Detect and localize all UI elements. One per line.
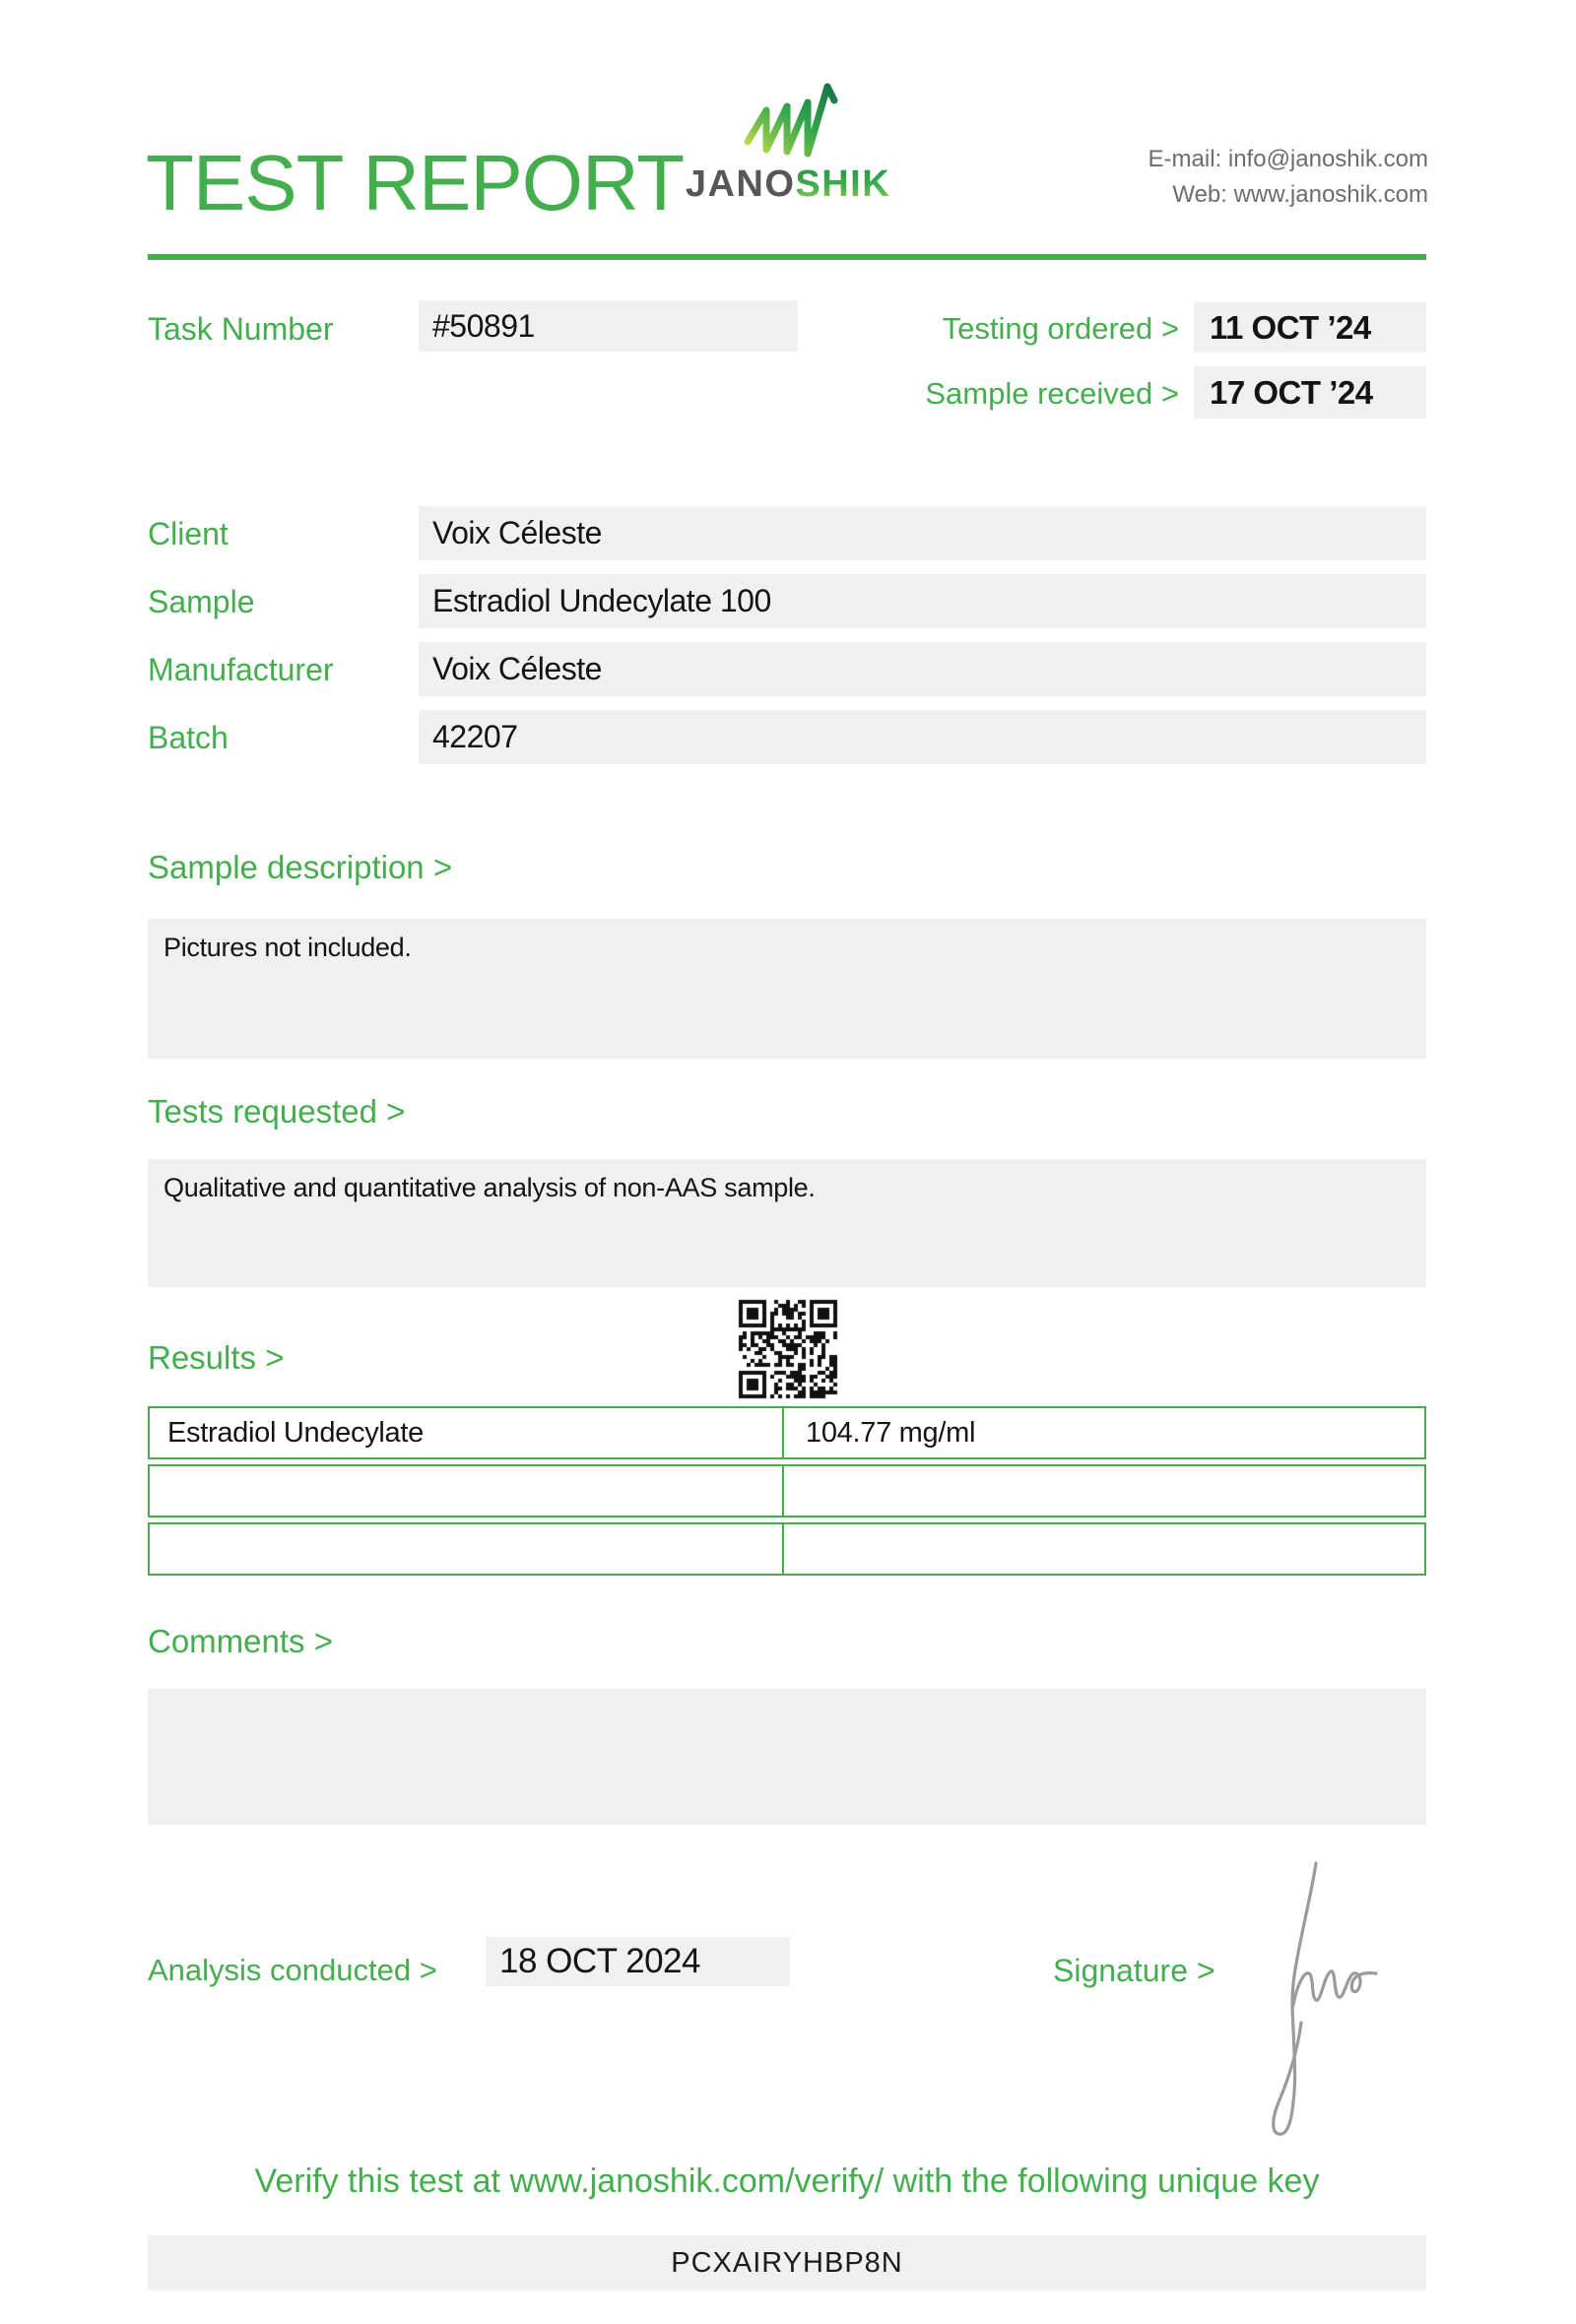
logo-wordmark-green: SHIK — [795, 163, 891, 205]
analysis-conducted-label: Analysis conducted > — [148, 1953, 437, 1987]
sample-received-value: 17 OCT ’24 — [1194, 366, 1426, 419]
results-table-row-2 — [148, 1464, 1426, 1517]
logo-wordmark — [678, 163, 898, 206]
page-title: TEST REPORT — [146, 139, 685, 226]
sample-value: Estradiol Undecylate 100 — [419, 574, 1426, 628]
manufacturer-label: Manufacturer — [148, 652, 334, 687]
comments-heading: Comments > — [148, 1623, 333, 1659]
client-label: Client — [148, 516, 229, 551]
result-substance-empty — [148, 1464, 784, 1517]
testing-ordered-label: Testing ordered > — [942, 311, 1179, 346]
task-number-label: Task Number — [148, 311, 334, 347]
logo-wordmark-dark: JANO — [685, 163, 796, 205]
results-table-row-1 — [148, 1406, 1426, 1459]
qr-code — [737, 1298, 839, 1400]
manufacturer-value: Voix Céleste — [419, 642, 1426, 696]
result-value: 104.77 mg/ml — [782, 1406, 1426, 1459]
signature-scribble — [1264, 1857, 1394, 2138]
contact-web: Web: www.janoshik.com — [1172, 181, 1428, 208]
comments-box — [148, 1689, 1426, 1825]
result-value-empty2 — [782, 1522, 1426, 1576]
tests-requested-text: Qualitative and quantitative analysis of non-AAS sample. — [164, 1173, 816, 1202]
sample-description-text: Pictures not included. — [164, 933, 412, 962]
testing-ordered-value: 11 OCT ’24 — [1194, 302, 1426, 353]
verify-instruction: Verify this test at www.janoshik.com/verify/ with the following unique key — [254, 2163, 1320, 2200]
task-number-value: #50891 — [419, 300, 798, 352]
unique-key-value: PCXAIRYHBP8N — [148, 2235, 1426, 2291]
sample-description-box — [148, 919, 1426, 1059]
sample-received-label: Sample received > — [925, 376, 1179, 411]
batch-value: 42207 — [419, 710, 1426, 764]
result-value-empty — [782, 1464, 1426, 1517]
batch-label: Batch — [148, 720, 229, 755]
sample-description-heading: Sample description > — [148, 849, 453, 885]
client-value: Voix Céleste — [419, 506, 1426, 560]
logo-chart-icon — [741, 81, 839, 161]
sample-label: Sample — [148, 584, 255, 619]
signature-label: Signature > — [1053, 1953, 1215, 1988]
contact-block — [1149, 142, 1428, 213]
tests-requested-heading: Tests requested > — [148, 1093, 406, 1130]
result-substance: Estradiol Undecylate — [148, 1406, 784, 1459]
results-table-row-3 — [148, 1522, 1426, 1576]
results-heading: Results > — [148, 1339, 285, 1376]
contact-email: E-mail: info@janoshik.com — [1148, 146, 1428, 172]
tests-requested-box — [148, 1159, 1426, 1287]
header-divider — [148, 254, 1426, 260]
analysis-conducted-value: 18 OCT 2024 — [486, 1937, 790, 1986]
result-substance-empty2 — [148, 1522, 784, 1576]
